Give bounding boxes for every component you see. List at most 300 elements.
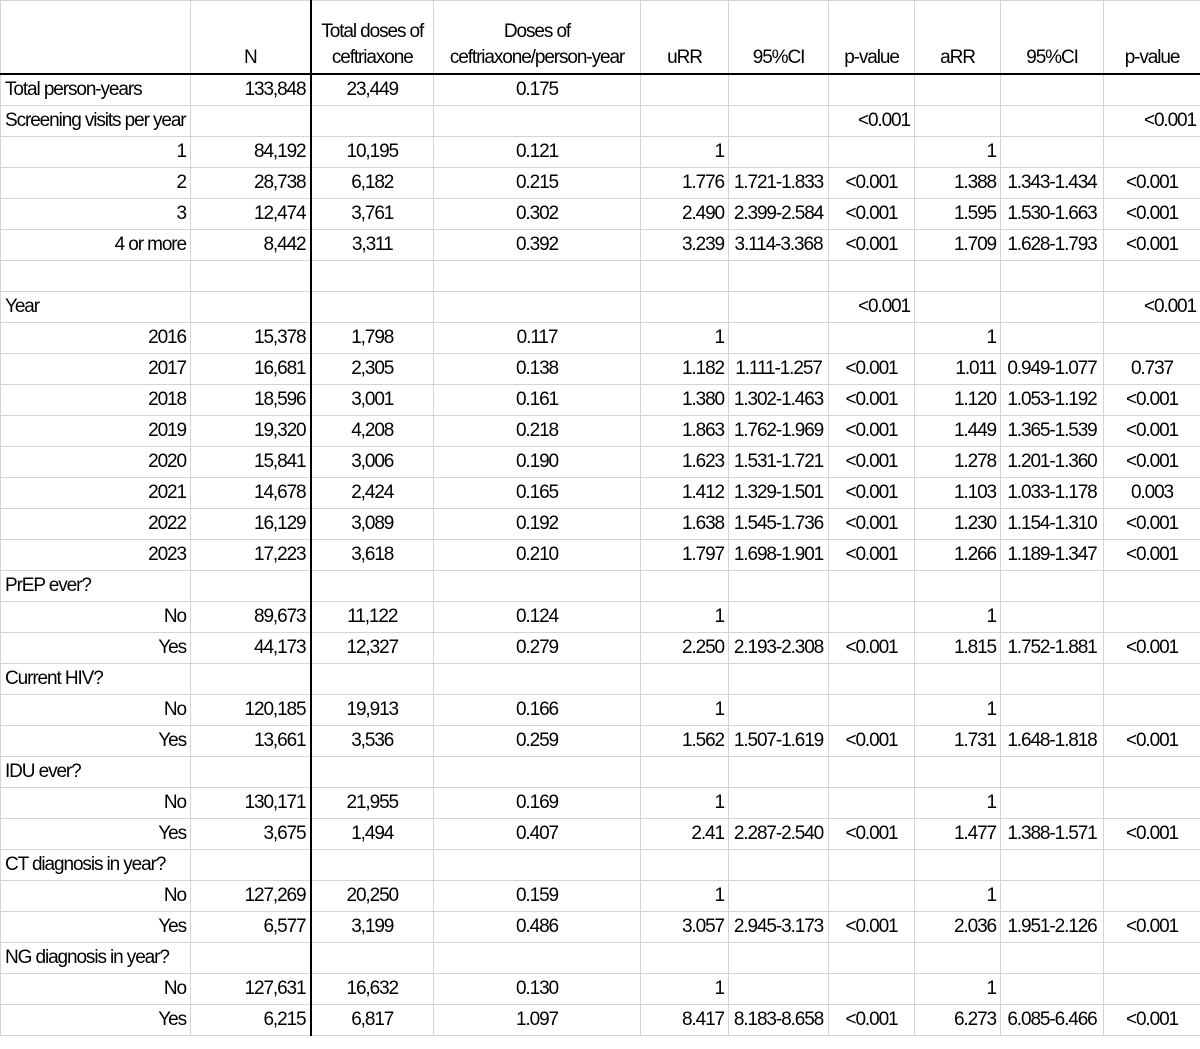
cell-doses-per-person-year[interactable]: 0.161 (434, 385, 641, 416)
cell-p-value-adjusted[interactable]: 0.003 (1104, 478, 1200, 509)
cell-p-value-adjusted[interactable] (1104, 602, 1200, 633)
cell-ci-adjusted[interactable] (1001, 261, 1104, 292)
row-label[interactable]: Screening visits per year (1, 106, 191, 137)
cell-total-doses[interactable]: 3,001 (311, 385, 434, 416)
cell-n[interactable] (191, 850, 311, 881)
cell-n[interactable]: 8,442 (191, 230, 311, 261)
cell-ci-adjusted[interactable]: 1.530-1.663 (1001, 199, 1104, 230)
cell-arr[interactable]: 1 (915, 602, 1001, 633)
cell-n[interactable]: 44,173 (191, 633, 311, 664)
cell-n[interactable]: 3,675 (191, 819, 311, 850)
header-total-doses[interactable] (311, 1, 434, 75)
cell-ci-adjusted[interactable]: 6.085-6.466 (1001, 1005, 1104, 1036)
cell-n[interactable]: 14,678 (191, 478, 311, 509)
cell-p-value-unadjusted[interactable]: <0.001 (829, 633, 915, 664)
cell-p-value-adjusted[interactable]: <0.001 (1104, 726, 1200, 757)
cell-ci-adjusted[interactable] (1001, 74, 1104, 106)
cell-arr[interactable] (915, 571, 1001, 602)
cell-arr[interactable] (915, 292, 1001, 323)
cell-arr[interactable]: 1.449 (915, 416, 1001, 447)
cell-ci-unadjusted[interactable]: 1.531-1.721 (729, 447, 829, 478)
cell-urr[interactable]: 1 (641, 788, 729, 819)
cell-p-value-adjusted[interactable] (1104, 571, 1200, 602)
cell-total-doses[interactable]: 1,494 (311, 819, 434, 850)
cell-doses-per-person-year[interactable]: 0.124 (434, 602, 641, 633)
cell-total-doses[interactable] (311, 571, 434, 602)
cell-doses-per-person-year[interactable]: 0.218 (434, 416, 641, 447)
cell-ci-adjusted[interactable]: 1.628-1.793 (1001, 230, 1104, 261)
cell-doses-per-person-year[interactable]: 0.138 (434, 354, 641, 385)
cell-total-doses[interactable]: 3,311 (311, 230, 434, 261)
cell-p-value-unadjusted[interactable] (829, 695, 915, 726)
cell-ci-unadjusted[interactable] (729, 602, 829, 633)
cell-total-doses[interactable]: 4,208 (311, 416, 434, 447)
cell-ci-unadjusted[interactable]: 1.111-1.257 (729, 354, 829, 385)
cell-urr[interactable]: 1.863 (641, 416, 729, 447)
cell-doses-per-person-year[interactable]: 0.279 (434, 633, 641, 664)
cell-n[interactable] (191, 664, 311, 695)
cell-p-value-adjusted[interactable]: <0.001 (1104, 106, 1200, 137)
cell-total-doses[interactable]: 20,250 (311, 881, 434, 912)
cell-urr[interactable]: 2.490 (641, 199, 729, 230)
cell-urr[interactable]: 1 (641, 137, 729, 168)
cell-urr[interactable] (641, 292, 729, 323)
cell-urr[interactable] (641, 74, 729, 106)
cell-ci-adjusted[interactable] (1001, 788, 1104, 819)
cell-arr[interactable]: 2.036 (915, 912, 1001, 943)
cell-ci-adjusted[interactable]: 1.189-1.347 (1001, 540, 1104, 571)
cell-arr[interactable]: 1.477 (915, 819, 1001, 850)
cell-arr[interactable] (915, 850, 1001, 881)
cell-ci-adjusted[interactable] (1001, 571, 1104, 602)
row-label[interactable]: Year (1, 292, 191, 323)
cell-p-value-adjusted[interactable] (1104, 881, 1200, 912)
cell-p-value-adjusted[interactable]: <0.001 (1104, 416, 1200, 447)
cell-n[interactable]: 84,192 (191, 137, 311, 168)
cell-urr[interactable] (641, 850, 729, 881)
cell-arr[interactable]: 1 (915, 788, 1001, 819)
cell-doses-per-person-year[interactable]: 0.175 (434, 74, 641, 106)
cell-ci-adjusted[interactable]: 1.365-1.539 (1001, 416, 1104, 447)
cell-n[interactable] (191, 943, 311, 974)
row-label[interactable]: 2016 (1, 323, 191, 354)
cell-doses-per-person-year[interactable]: 0.302 (434, 199, 641, 230)
row-label[interactable]: No (1, 881, 191, 912)
cell-ci-unadjusted[interactable] (729, 974, 829, 1005)
cell-ci-adjusted[interactable]: 1.053-1.192 (1001, 385, 1104, 416)
cell-n[interactable]: 89,673 (191, 602, 311, 633)
cell-urr[interactable] (641, 664, 729, 695)
row-label[interactable]: 2023 (1, 540, 191, 571)
cell-urr[interactable]: 2.41 (641, 819, 729, 850)
cell-arr[interactable]: 1.011 (915, 354, 1001, 385)
cell-n[interactable]: 18,596 (191, 385, 311, 416)
cell-urr[interactable]: 1.797 (641, 540, 729, 571)
cell-doses-per-person-year[interactable] (434, 106, 641, 137)
cell-p-value-adjusted[interactable] (1104, 943, 1200, 974)
cell-doses-per-person-year[interactable] (434, 571, 641, 602)
cell-p-value-unadjusted[interactable] (829, 881, 915, 912)
cell-ci-adjusted[interactable]: 1.752-1.881 (1001, 633, 1104, 664)
row-label[interactable]: No (1, 602, 191, 633)
cell-total-doses[interactable]: 3,536 (311, 726, 434, 757)
cell-doses-per-person-year[interactable]: 0.165 (434, 478, 641, 509)
row-label[interactable]: 3 (1, 199, 191, 230)
cell-urr[interactable]: 1.412 (641, 478, 729, 509)
cell-doses-per-person-year[interactable] (434, 850, 641, 881)
cell-arr[interactable]: 1 (915, 695, 1001, 726)
cell-total-doses[interactable]: 19,913 (311, 695, 434, 726)
cell-urr[interactable]: 3.057 (641, 912, 729, 943)
cell-p-value-unadjusted[interactable] (829, 602, 915, 633)
cell-total-doses[interactable] (311, 261, 434, 292)
cell-p-value-unadjusted[interactable] (829, 757, 915, 788)
cell-p-value-adjusted[interactable]: 0.737 (1104, 354, 1200, 385)
cell-ci-unadjusted[interactable] (729, 292, 829, 323)
cell-total-doses[interactable]: 1,798 (311, 323, 434, 354)
cell-doses-per-person-year[interactable] (434, 664, 641, 695)
cell-ci-adjusted[interactable] (1001, 881, 1104, 912)
cell-ci-unadjusted[interactable]: 1.698-1.901 (729, 540, 829, 571)
cell-doses-per-person-year[interactable]: 0.121 (434, 137, 641, 168)
cell-p-value-adjusted[interactable]: <0.001 (1104, 819, 1200, 850)
cell-doses-per-person-year[interactable]: 0.190 (434, 447, 641, 478)
cell-n[interactable]: 17,223 (191, 540, 311, 571)
cell-ci-adjusted[interactable]: 1.033-1.178 (1001, 478, 1104, 509)
row-label[interactable]: 2 (1, 168, 191, 199)
cell-ci-unadjusted[interactable] (729, 757, 829, 788)
cell-p-value-unadjusted[interactable]: <0.001 (829, 540, 915, 571)
cell-ci-adjusted[interactable] (1001, 664, 1104, 695)
cell-doses-per-person-year[interactable] (434, 261, 641, 292)
cell-ci-unadjusted[interactable] (729, 664, 829, 695)
cell-total-doses[interactable]: 16,632 (311, 974, 434, 1005)
row-label[interactable]: PrEP ever? (1, 571, 191, 602)
cell-ci-unadjusted[interactable]: 1.302-1.463 (729, 385, 829, 416)
header-p-value-unadjusted[interactable]: p-value (829, 1, 915, 75)
cell-p-value-adjusted[interactable]: <0.001 (1104, 292, 1200, 323)
cell-n[interactable]: 6,215 (191, 1005, 311, 1036)
row-label[interactable]: Yes (1, 912, 191, 943)
cell-ci-unadjusted[interactable] (729, 106, 829, 137)
cell-doses-per-person-year[interactable] (434, 292, 641, 323)
cell-ci-unadjusted[interactable]: 2.399-2.584 (729, 199, 829, 230)
cell-total-doses[interactable]: 21,955 (311, 788, 434, 819)
cell-p-value-unadjusted[interactable]: <0.001 (829, 168, 915, 199)
cell-arr[interactable]: 1.230 (915, 509, 1001, 540)
cell-n[interactable] (191, 571, 311, 602)
cell-p-value-unadjusted[interactable]: <0.001 (829, 478, 915, 509)
cell-n[interactable]: 127,631 (191, 974, 311, 1005)
cell-urr[interactable]: 1 (641, 695, 729, 726)
row-label[interactable]: NG diagnosis in year? (1, 943, 191, 974)
row-label[interactable]: IDU ever? (1, 757, 191, 788)
cell-arr[interactable] (915, 261, 1001, 292)
cell-p-value-adjusted[interactable]: <0.001 (1104, 199, 1200, 230)
cell-p-value-unadjusted[interactable]: <0.001 (829, 819, 915, 850)
cell-p-value-adjusted[interactable] (1104, 664, 1200, 695)
cell-p-value-unadjusted[interactable]: <0.001 (829, 912, 915, 943)
cell-n[interactable]: 120,185 (191, 695, 311, 726)
cell-doses-per-person-year[interactable]: 0.259 (434, 726, 641, 757)
cell-total-doses[interactable] (311, 664, 434, 695)
cell-n[interactable] (191, 757, 311, 788)
cell-p-value-unadjusted[interactable] (829, 974, 915, 1005)
cell-n[interactable]: 16,129 (191, 509, 311, 540)
cell-ci-adjusted[interactable] (1001, 943, 1104, 974)
row-label[interactable]: Yes (1, 726, 191, 757)
cell-ci-adjusted[interactable] (1001, 106, 1104, 137)
cell-doses-per-person-year[interactable]: 0.169 (434, 788, 641, 819)
row-label[interactable]: No (1, 974, 191, 1005)
cell-arr[interactable]: 1 (915, 323, 1001, 354)
cell-urr[interactable] (641, 261, 729, 292)
row-label[interactable]: Yes (1, 1005, 191, 1036)
cell-n[interactable]: 28,738 (191, 168, 311, 199)
row-label[interactable] (1, 261, 191, 292)
cell-ci-unadjusted[interactable]: 1.762-1.969 (729, 416, 829, 447)
row-label[interactable]: 1 (1, 137, 191, 168)
cell-p-value-unadjusted[interactable] (829, 74, 915, 106)
cell-ci-adjusted[interactable] (1001, 974, 1104, 1005)
cell-ci-unadjusted[interactable] (729, 323, 829, 354)
cell-n[interactable]: 15,841 (191, 447, 311, 478)
cell-p-value-unadjusted[interactable]: <0.001 (829, 726, 915, 757)
header-urr[interactable]: uRR (641, 1, 729, 75)
cell-ci-unadjusted[interactable]: 1.507-1.619 (729, 726, 829, 757)
cell-urr[interactable]: 3.239 (641, 230, 729, 261)
cell-ci-adjusted[interactable] (1001, 757, 1104, 788)
cell-arr[interactable] (915, 106, 1001, 137)
cell-p-value-adjusted[interactable] (1104, 850, 1200, 881)
row-label[interactable]: 2021 (1, 478, 191, 509)
cell-doses-per-person-year[interactable] (434, 943, 641, 974)
cell-p-value-unadjusted[interactable] (829, 323, 915, 354)
header-arr[interactable]: aRR (915, 1, 1001, 75)
cell-p-value-adjusted[interactable]: <0.001 (1104, 540, 1200, 571)
cell-arr[interactable]: 1.266 (915, 540, 1001, 571)
cell-doses-per-person-year[interactable]: 0.486 (434, 912, 641, 943)
cell-n[interactable]: 19,320 (191, 416, 311, 447)
cell-arr[interactable] (915, 757, 1001, 788)
cell-doses-per-person-year[interactable]: 0.159 (434, 881, 641, 912)
cell-p-value-adjusted[interactable]: <0.001 (1104, 912, 1200, 943)
cell-doses-per-person-year[interactable]: 1.097 (434, 1005, 641, 1036)
cell-n[interactable]: 6,577 (191, 912, 311, 943)
cell-total-doses[interactable]: 2,424 (311, 478, 434, 509)
cell-p-value-adjusted[interactable] (1104, 788, 1200, 819)
cell-ci-adjusted[interactable] (1001, 137, 1104, 168)
cell-urr[interactable]: 1 (641, 974, 729, 1005)
cell-arr[interactable]: 6.273 (915, 1005, 1001, 1036)
cell-urr[interactable]: 8.417 (641, 1005, 729, 1036)
cell-ci-unadjusted[interactable] (729, 261, 829, 292)
cell-p-value-unadjusted[interactable]: <0.001 (829, 447, 915, 478)
cell-p-value-adjusted[interactable]: <0.001 (1104, 633, 1200, 664)
cell-total-doses[interactable] (311, 943, 434, 974)
cell-p-value-adjusted[interactable]: <0.001 (1104, 509, 1200, 540)
cell-arr[interactable] (915, 74, 1001, 106)
cell-n[interactable]: 127,269 (191, 881, 311, 912)
cell-total-doses[interactable]: 3,006 (311, 447, 434, 478)
row-label[interactable]: CT diagnosis in year? (1, 850, 191, 881)
cell-total-doses[interactable]: 3,089 (311, 509, 434, 540)
row-label[interactable]: 2018 (1, 385, 191, 416)
cell-urr[interactable]: 2.250 (641, 633, 729, 664)
cell-p-value-adjusted[interactable] (1104, 974, 1200, 1005)
cell-total-doses[interactable] (311, 757, 434, 788)
cell-arr[interactable]: 1.120 (915, 385, 1001, 416)
cell-urr[interactable]: 1.380 (641, 385, 729, 416)
cell-arr[interactable]: 1.731 (915, 726, 1001, 757)
cell-total-doses[interactable]: 23,449 (311, 74, 434, 106)
header-p-value-adjusted[interactable]: p-value (1104, 1, 1200, 75)
cell-n[interactable]: 133,848 (191, 74, 311, 106)
cell-p-value-adjusted[interactable] (1104, 137, 1200, 168)
cell-p-value-unadjusted[interactable]: <0.001 (829, 354, 915, 385)
header-label[interactable] (1, 1, 191, 75)
cell-p-value-unadjusted[interactable]: <0.001 (829, 292, 915, 323)
cell-total-doses[interactable]: 6,182 (311, 168, 434, 199)
header-n[interactable]: N (191, 1, 311, 75)
cell-ci-unadjusted[interactable]: 8.183-8.658 (729, 1005, 829, 1036)
cell-n[interactable] (191, 292, 311, 323)
cell-p-value-adjusted[interactable] (1104, 695, 1200, 726)
cell-urr[interactable]: 1.562 (641, 726, 729, 757)
cell-n[interactable]: 12,474 (191, 199, 311, 230)
cell-ci-adjusted[interactable]: 1.343-1.434 (1001, 168, 1104, 199)
cell-p-value-unadjusted[interactable]: <0.001 (829, 1005, 915, 1036)
cell-p-value-adjusted[interactable]: <0.001 (1104, 447, 1200, 478)
cell-p-value-adjusted[interactable] (1104, 323, 1200, 354)
cell-ci-unadjusted[interactable]: 2.945-3.173 (729, 912, 829, 943)
header-ci-adjusted[interactable]: 95%CI (1001, 1, 1104, 75)
cell-ci-adjusted[interactable]: 1.951-2.126 (1001, 912, 1104, 943)
cell-urr[interactable]: 1 (641, 881, 729, 912)
cell-ci-unadjusted[interactable] (729, 74, 829, 106)
row-label[interactable]: Total person-years (1, 74, 191, 106)
cell-arr[interactable]: 1.388 (915, 168, 1001, 199)
cell-p-value-adjusted[interactable]: <0.001 (1104, 1005, 1200, 1036)
cell-ci-adjusted[interactable]: 1.648-1.818 (1001, 726, 1104, 757)
cell-ci-unadjusted[interactable]: 3.114-3.368 (729, 230, 829, 261)
cell-arr[interactable]: 1.278 (915, 447, 1001, 478)
cell-p-value-unadjusted[interactable]: <0.001 (829, 106, 915, 137)
cell-n[interactable]: 15,378 (191, 323, 311, 354)
cell-urr[interactable]: 1.776 (641, 168, 729, 199)
cell-total-doses[interactable]: 3,761 (311, 199, 434, 230)
cell-p-value-adjusted[interactable] (1104, 757, 1200, 788)
cell-ci-unadjusted[interactable] (729, 881, 829, 912)
row-label[interactable]: Yes (1, 633, 191, 664)
cell-p-value-unadjusted[interactable] (829, 850, 915, 881)
cell-ci-unadjusted[interactable] (729, 137, 829, 168)
row-label[interactable]: No (1, 788, 191, 819)
cell-ci-adjusted[interactable]: 1.388-1.571 (1001, 819, 1104, 850)
row-label[interactable]: 2017 (1, 354, 191, 385)
cell-doses-per-person-year[interactable]: 0.166 (434, 695, 641, 726)
cell-ci-adjusted[interactable] (1001, 695, 1104, 726)
row-label[interactable]: 2022 (1, 509, 191, 540)
cell-ci-unadjusted[interactable]: 1.721-1.833 (729, 168, 829, 199)
cell-urr[interactable] (641, 943, 729, 974)
cell-p-value-unadjusted[interactable]: <0.001 (829, 230, 915, 261)
cell-total-doses[interactable]: 3,618 (311, 540, 434, 571)
cell-doses-per-person-year[interactable]: 0.407 (434, 819, 641, 850)
cell-ci-adjusted[interactable] (1001, 292, 1104, 323)
cell-ci-unadjusted[interactable]: 1.545-1.736 (729, 509, 829, 540)
cell-ci-adjusted[interactable]: 1.154-1.310 (1001, 509, 1104, 540)
cell-urr[interactable]: 1.638 (641, 509, 729, 540)
cell-ci-adjusted[interactable] (1001, 323, 1104, 354)
cell-total-doses[interactable] (311, 292, 434, 323)
cell-p-value-adjusted[interactable] (1104, 261, 1200, 292)
cell-ci-unadjusted[interactable]: 2.193-2.308 (729, 633, 829, 664)
cell-total-doses[interactable]: 11,122 (311, 602, 434, 633)
cell-p-value-adjusted[interactable]: <0.001 (1104, 385, 1200, 416)
cell-urr[interactable] (641, 757, 729, 788)
cell-p-value-unadjusted[interactable]: <0.001 (829, 385, 915, 416)
cell-urr[interactable]: 1 (641, 323, 729, 354)
cell-ci-unadjusted[interactable] (729, 788, 829, 819)
cell-urr[interactable]: 1.623 (641, 447, 729, 478)
cell-p-value-unadjusted[interactable] (829, 664, 915, 695)
cell-arr[interactable]: 1 (915, 881, 1001, 912)
cell-total-doses[interactable]: 6,817 (311, 1005, 434, 1036)
cell-arr[interactable]: 1.815 (915, 633, 1001, 664)
row-label[interactable]: Yes (1, 819, 191, 850)
cell-total-doses[interactable]: 3,199 (311, 912, 434, 943)
cell-n[interactable] (191, 106, 311, 137)
cell-p-value-unadjusted[interactable] (829, 137, 915, 168)
cell-ci-unadjusted[interactable]: 1.329-1.501 (729, 478, 829, 509)
cell-total-doses[interactable]: 10,195 (311, 137, 434, 168)
row-label[interactable]: No (1, 695, 191, 726)
cell-p-value-unadjusted[interactable] (829, 788, 915, 819)
cell-p-value-unadjusted[interactable] (829, 261, 915, 292)
cell-urr[interactable]: 1 (641, 602, 729, 633)
cell-urr[interactable] (641, 106, 729, 137)
cell-p-value-adjusted[interactable]: <0.001 (1104, 168, 1200, 199)
cell-urr[interactable] (641, 571, 729, 602)
cell-arr[interactable]: 1 (915, 974, 1001, 1005)
cell-ci-adjusted[interactable]: 1.201-1.360 (1001, 447, 1104, 478)
row-label[interactable]: 2020 (1, 447, 191, 478)
row-label[interactable]: 4 or more (1, 230, 191, 261)
cell-urr[interactable]: 1.182 (641, 354, 729, 385)
row-label[interactable]: Current HIV? (1, 664, 191, 695)
cell-p-value-adjusted[interactable]: <0.001 (1104, 230, 1200, 261)
cell-ci-unadjusted[interactable]: 2.287-2.540 (729, 819, 829, 850)
cell-p-value-unadjusted[interactable]: <0.001 (829, 509, 915, 540)
cell-p-value-unadjusted[interactable]: <0.001 (829, 416, 915, 447)
cell-ci-unadjusted[interactable] (729, 850, 829, 881)
cell-total-doses[interactable] (311, 106, 434, 137)
cell-doses-per-person-year[interactable]: 0.117 (434, 323, 641, 354)
row-label[interactable]: 2019 (1, 416, 191, 447)
cell-p-value-unadjusted[interactable]: <0.001 (829, 199, 915, 230)
cell-doses-per-person-year[interactable]: 0.392 (434, 230, 641, 261)
cell-n[interactable]: 16,681 (191, 354, 311, 385)
cell-arr[interactable] (915, 943, 1001, 974)
cell-ci-unadjusted[interactable] (729, 695, 829, 726)
cell-arr[interactable]: 1 (915, 137, 1001, 168)
cell-doses-per-person-year[interactable]: 0.130 (434, 974, 641, 1005)
cell-total-doses[interactable]: 2,305 (311, 354, 434, 385)
cell-ci-adjusted[interactable] (1001, 850, 1104, 881)
cell-total-doses[interactable] (311, 850, 434, 881)
cell-arr[interactable] (915, 664, 1001, 695)
